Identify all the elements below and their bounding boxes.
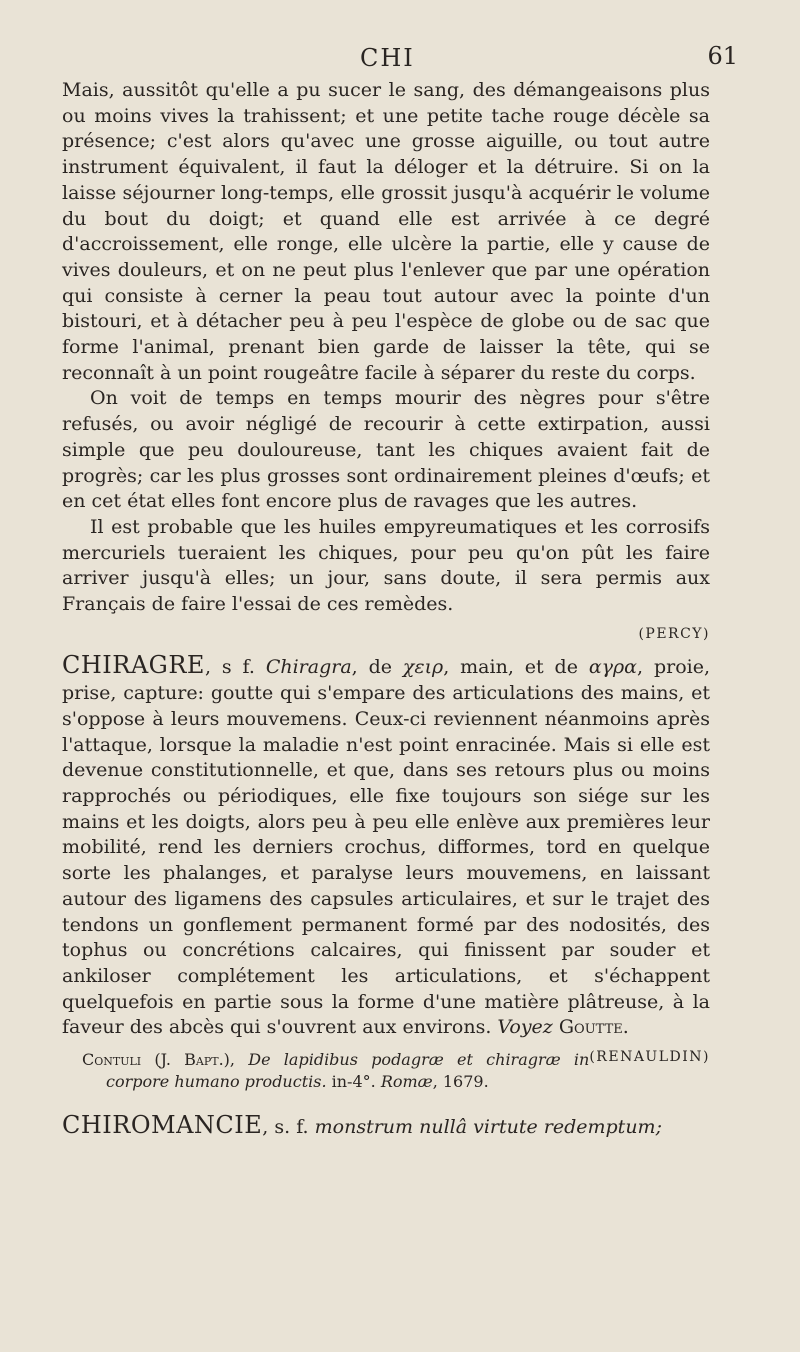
- paragraph: On voit de temps en temps mourir des nègres pour s'être refusés, ou avoir négligé de recourir à cette extirpation, aussi simple que peu douloureuse, tant les chiques avaient fait de progrès; car les plus grosses sont ordinairement pleines d'œufs; et en cet état elles font encore plus de ravages que les autres.: [62, 387, 710, 513]
- see-also-target: Goutte.: [558, 1016, 629, 1039]
- ref-author: Contuli: [82, 1050, 142, 1070]
- text-fragment: , main, et de: [443, 656, 589, 679]
- entry-headword: CHIRAGRE: [62, 651, 205, 680]
- page-body: [62, 78, 710, 1141]
- latin-term: monstrum nullâ virtute redemptum;: [314, 1116, 662, 1139]
- see-also-label: Voyez: [497, 1016, 553, 1039]
- author-signature: (PERCY): [638, 625, 710, 642]
- ref-year: , 1679.: [432, 1072, 489, 1092]
- greek-term: χειρ: [402, 656, 444, 679]
- entry-text: , proie, prise, capture: goutte qui s'empare des articulations des mains, et s'oppose à leurs mouvemens. Ceux-ci reviennent néanmoins après l'attaque, lorsque la maladie n'est point enracinée. Mais si elle est devenue constitutionnelle, et que, dans ses retours plus ou moins rapprochés ou périodiques, elle fixe toujours son siége sur les mains et les doigts, alors peu à peu elle enlève aux premières leur mobilité, rend les derniers crochus, difformes, tord en quelque sorte les phalanges, et paralyse leurs mouvemens, en laissant autour des ligamens des capsules articulaires, et sur le trajet des tendons un gonflement permanent formé par des nodosités, des tophus ou concrétions calcaires, qui finissent par souder et ankiloser complétement les articulations, et s'échappent quelquefois en partie sous la forme d'une matière plâtreuse, à la faveur des abcès qui s'ouvrent aux environs.: [62, 656, 710, 1039]
- greek-term: αγρα: [588, 656, 638, 679]
- page-header: [60, 38, 738, 78]
- ref-title: De lapidibus podagræ et chiragræ in corpore humano productis.: [106, 1050, 590, 1092]
- paragraph: Il est probable que les huiles empyreumatiques et les corrosifs mercuriels tueraient les chiques, pour peu qu'on pût les faire arriver jusqu'à elles; un jour, sans doute, il sera permis aux Français de faire l'essai de ces remèdes.: [62, 515, 710, 616]
- author-signature: (RENAULDIN): [589, 1049, 710, 1066]
- paragraph-continued: Mais, aussitôt qu'elle a pu sucer le sang, des démangeaisons plus ou moins vives la trahissent; et une petite tache rouge décèle sa présence; c'est alors qu'avec une grosse aiguille, ou tout autre instrument équivalent, il faut la déloger et la détruire. Si on la laisse séjourner long-temps, elle grossit jusqu'à acquérir le volume du bout du doigt; et quand elle est arrivée à ce degré d'accroissement, elle ronge, elle ulcère la partie, elle y cause de vives douleurs, et on ne peut plus l'enlever que par une opération qui consiste à cerner la peau tout autour avec la pointe d'un bistouri, et à détacher peu à peu l'espèce de globe ou de sac que forme l'animal, prenant bien garde de laisser la tête, qui se reconnaît à un point rougeâtre facile à séparer du reste du corps.: [62, 79, 710, 384]
- running-head: CHI: [360, 44, 415, 72]
- page-number: 61: [707, 42, 738, 70]
- part-of-speech: , s. f.: [262, 1116, 315, 1139]
- ref-format: in-4°.: [326, 1072, 381, 1092]
- text-fragment: , de: [351, 656, 403, 679]
- ref-place: Romæ: [380, 1072, 433, 1092]
- part-of-speech: , s f.: [204, 656, 266, 679]
- entry-headword: CHIROMANCIE: [62, 1111, 263, 1140]
- ref-author-extra: (J. Bapt.),: [141, 1050, 249, 1070]
- entry-chiromancie: [62, 1113, 710, 1141]
- latin-term: Chiragra: [265, 656, 352, 679]
